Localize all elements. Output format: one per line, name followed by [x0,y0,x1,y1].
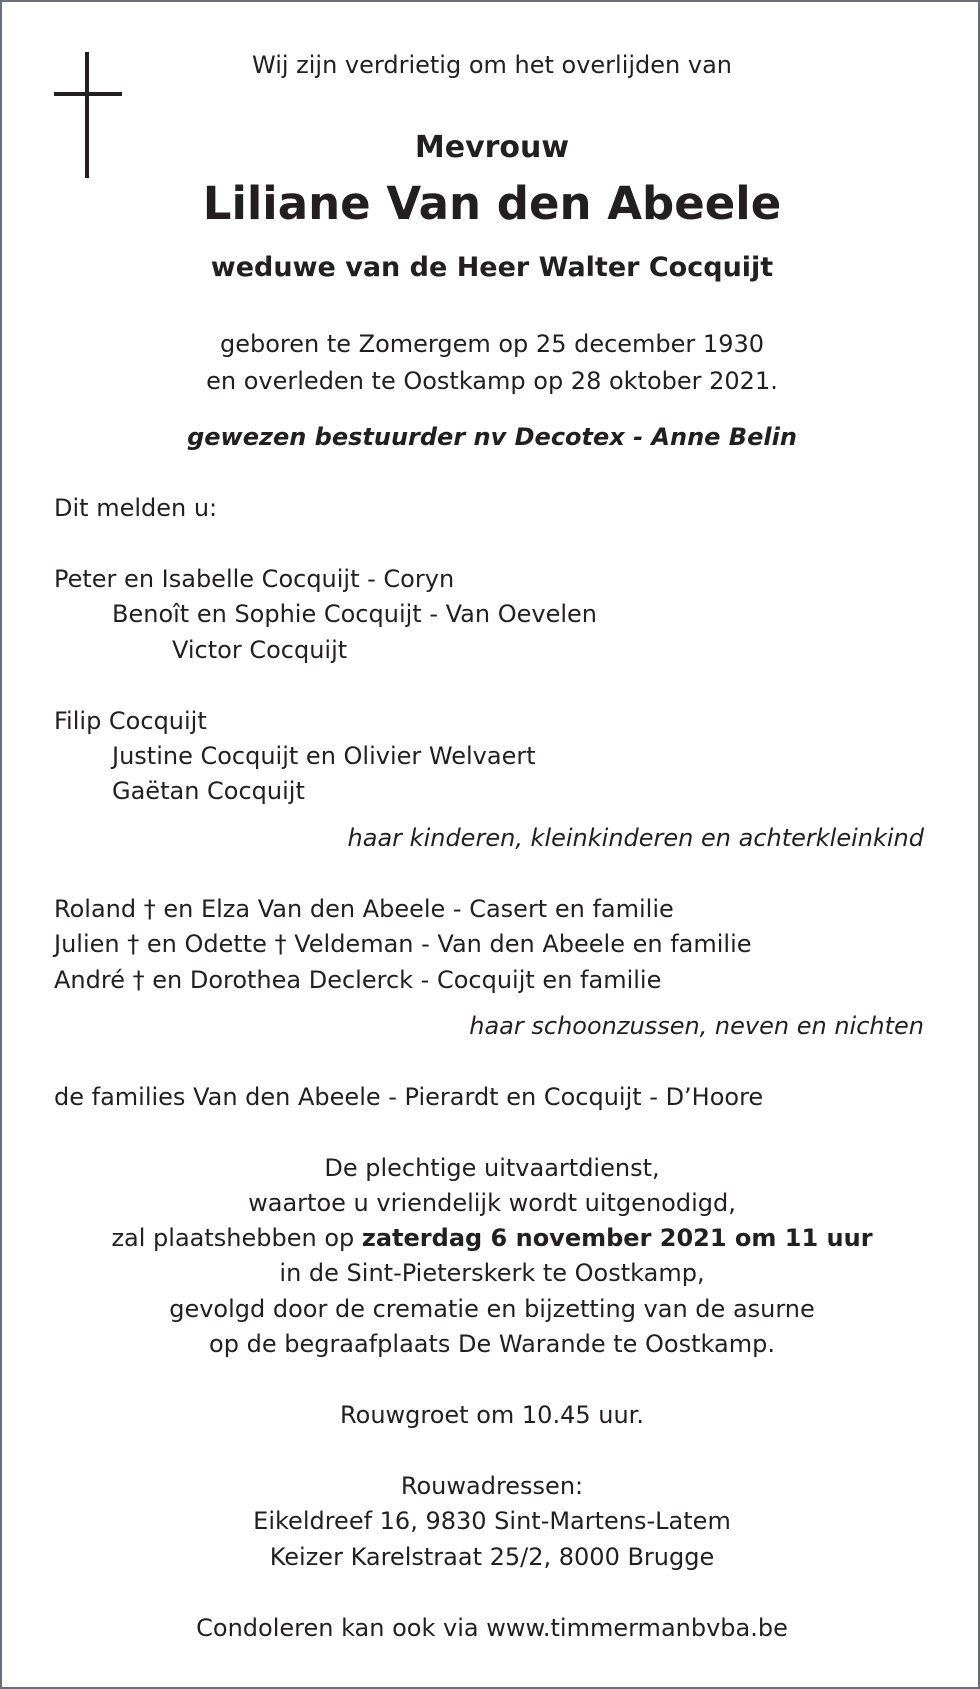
birth-line: geboren te Zomergem op 25 december 1930 [219,330,765,358]
announce-line: Dit melden u: [54,494,218,522]
service-line: De plechtige uitvaartdienst, [324,1154,660,1182]
deceased-name: Liliane Van den Abeele [202,177,782,230]
family-line: Victor Cocquijt [172,636,348,664]
family-line: Justine Cocquijt en Olivier Welvaert [112,742,536,770]
occupation-line: gewezen bestuurder nv Decotex - Anne Belin [187,423,797,451]
relation-inlaws: haar schoonzussen, neven en nichten [469,1012,924,1040]
service-date: zaterdag 6 november 2021 om 11 uur [361,1224,873,1252]
family-line: Filip Cocquijt [54,707,207,735]
service-line: gevolgd door de crematie en bijzetting van de asurne [169,1295,815,1323]
family-line: Peter en Isabelle Cocquijt - Coryn [54,565,455,593]
honorific: Mevrouw [414,130,570,165]
family-line: Julien † en Odette † Veldeman - Van den Abeele en familie [54,930,752,958]
widow-of: weduwe van de Heer Walter Cocquijt [210,252,774,283]
family-line: Benoît en Sophie Cocquijt - Van Oevelen [112,600,597,628]
service-line: waartoe u vriendelijk wordt uitgenodigd, [248,1189,736,1217]
condolence-line: Condoleren kan ook via www.timmermanbvba.be [196,1614,788,1642]
families-line: de families Van den Abeele - Pierardt en Cocquijt - D’Hoore [54,1083,764,1111]
service-datetime-line [2,1221,980,1255]
family-line: André † en Dorothea Declerck - Cocquijt en familie [54,966,662,994]
relation-children: haar kinderen, kleinkinderen en achterkleinkind [347,824,924,852]
death-line: en overleden te Oostkamp op 28 oktober 2021. [206,367,778,395]
intro-text: Wij zijn verdrietig om het overlijden van [251,51,733,79]
addresses-label: Rouwadressen: [400,1472,584,1500]
greeting-line: Rouwgroet om 10.45 uur. [340,1401,644,1429]
address-line: Eikeldreef 16, 9830 Sint-Martens-Latem [253,1507,731,1535]
family-line: Gaëtan Cocquijt [112,777,305,805]
family-line: Roland † en Elza Van den Abeele - Casert en familie [54,895,674,923]
service-prefix: zal plaatshebben op [111,1224,362,1252]
service-line: in de Sint-Pieterskerk te Oostkamp, [279,1259,705,1287]
service-line: op de begraafplaats De Warande te Oostkamp. [209,1330,775,1358]
address-line: Keizer Karelstraat 25/2, 8000 Brugge [269,1543,715,1571]
